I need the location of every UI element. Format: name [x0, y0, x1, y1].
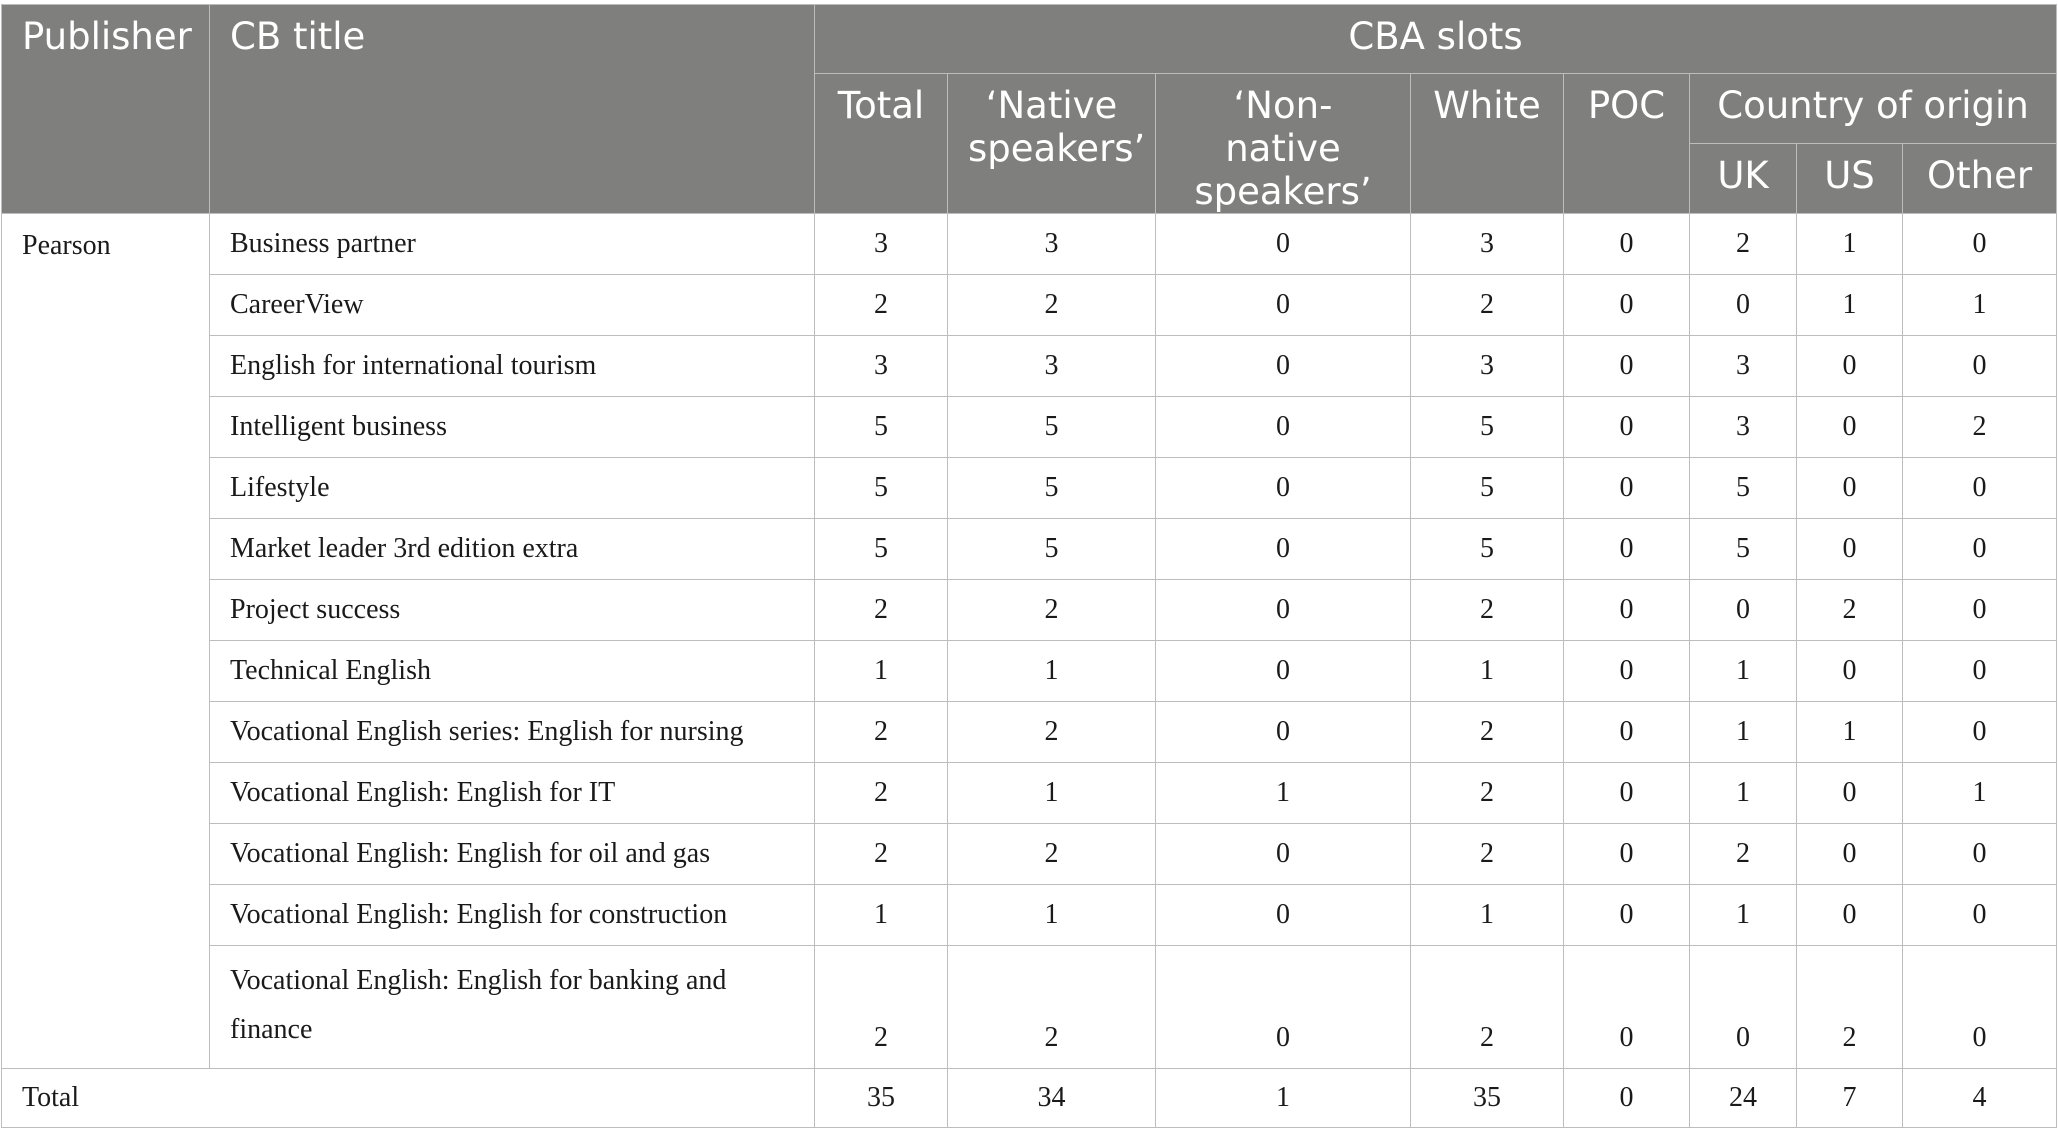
us-cell: 1 [1797, 702, 1903, 763]
table-row [2, 397, 2057, 458]
total-total-cell: 35 [815, 1069, 948, 1128]
header-total: Total [815, 74, 948, 214]
header-uk: UK [1690, 144, 1797, 214]
uk-cell: 0 [1690, 946, 1797, 1069]
header-white: White [1411, 74, 1564, 214]
us-cell: 0 [1797, 458, 1903, 519]
non-native-cell: 0 [1156, 641, 1411, 702]
header-cb-title: CB title [210, 5, 815, 214]
other-cell: 0 [1903, 580, 2057, 641]
table-row [2, 885, 2057, 946]
other-cell: 0 [1903, 885, 2057, 946]
totals-row [2, 1069, 2057, 1128]
native-cell: 2 [948, 702, 1156, 763]
native-cell: 1 [948, 763, 1156, 824]
white-cell: 5 [1411, 397, 1564, 458]
total-cell: 1 [815, 641, 948, 702]
non-native-cell: 0 [1156, 397, 1411, 458]
us-cell: 0 [1797, 336, 1903, 397]
white-cell: 1 [1411, 641, 1564, 702]
white-cell: 1 [1411, 885, 1564, 946]
table-row [2, 824, 2057, 885]
us-cell: 1 [1797, 275, 1903, 336]
table-row [2, 702, 2057, 763]
total-us-cell: 7 [1797, 1069, 1903, 1128]
cb-title-cell: CareerView [210, 275, 815, 336]
cb-title-cell: Vocational English: English for banking and finance [210, 946, 815, 1069]
uk-cell: 0 [1690, 580, 1797, 641]
poc-cell: 0 [1564, 580, 1690, 641]
table-row [2, 519, 2057, 580]
other-cell: 0 [1903, 946, 2057, 1069]
cb-title-cell: Business partner [210, 214, 815, 275]
non-native-cell: 0 [1156, 336, 1411, 397]
white-cell: 5 [1411, 458, 1564, 519]
us-cell: 2 [1797, 580, 1903, 641]
total-cell: 3 [815, 214, 948, 275]
other-cell: 0 [1903, 824, 2057, 885]
native-cell: 2 [948, 580, 1156, 641]
poc-cell: 0 [1564, 885, 1690, 946]
poc-cell: 0 [1564, 214, 1690, 275]
non-native-cell: 1 [1156, 763, 1411, 824]
native-cell: 2 [948, 275, 1156, 336]
uk-cell: 5 [1690, 458, 1797, 519]
non-native-cell: 0 [1156, 275, 1411, 336]
poc-cell: 0 [1564, 397, 1690, 458]
non-native-cell: 0 [1156, 702, 1411, 763]
uk-cell: 1 [1690, 702, 1797, 763]
total-cell: 5 [815, 397, 948, 458]
header-other: Other [1903, 144, 2057, 214]
total-uk-cell: 24 [1690, 1069, 1797, 1128]
white-cell: 3 [1411, 214, 1564, 275]
header-publisher: Publisher [2, 5, 210, 214]
total-poc-cell: 0 [1564, 1069, 1690, 1128]
uk-cell: 1 [1690, 885, 1797, 946]
total-cell: 2 [815, 946, 948, 1069]
native-cell: 5 [948, 458, 1156, 519]
cb-title-cell: Market leader 3rd edition extra [210, 519, 815, 580]
cb-title-cell: English for international tourism [210, 336, 815, 397]
cb-title-cell: Vocational English series: English for nursing [210, 702, 815, 763]
other-cell: 0 [1903, 519, 2057, 580]
cb-title-cell: Intelligent business [210, 397, 815, 458]
poc-cell: 0 [1564, 763, 1690, 824]
us-cell: 0 [1797, 763, 1903, 824]
cb-title-cell: Vocational English: English for IT [210, 763, 815, 824]
poc-cell: 0 [1564, 275, 1690, 336]
poc-cell: 0 [1564, 336, 1690, 397]
white-cell: 2 [1411, 946, 1564, 1069]
cb-title-cell: Project success [210, 580, 815, 641]
total-cell: 3 [815, 336, 948, 397]
white-cell: 2 [1411, 702, 1564, 763]
us-cell: 0 [1797, 885, 1903, 946]
total-cell: 5 [815, 519, 948, 580]
us-cell: 0 [1797, 519, 1903, 580]
header-cba-slots: CBA slots [815, 5, 2057, 74]
other-cell: 1 [1903, 275, 2057, 336]
cb-title-cell: Vocational English: English for oil and gas [210, 824, 815, 885]
other-cell: 0 [1903, 336, 2057, 397]
us-cell: 1 [1797, 214, 1903, 275]
table-body [2, 214, 2057, 1128]
uk-cell: 2 [1690, 824, 1797, 885]
other-cell: 0 [1903, 458, 2057, 519]
native-cell: 1 [948, 641, 1156, 702]
us-cell: 0 [1797, 641, 1903, 702]
poc-cell: 0 [1564, 946, 1690, 1069]
cb-title-cell: Technical English [210, 641, 815, 702]
white-cell: 2 [1411, 763, 1564, 824]
total-cell: 2 [815, 763, 948, 824]
uk-cell: 3 [1690, 397, 1797, 458]
non-native-cell: 0 [1156, 946, 1411, 1069]
non-native-cell: 0 [1156, 458, 1411, 519]
cb-title-cell: Lifestyle [210, 458, 815, 519]
non-native-cell: 0 [1156, 580, 1411, 641]
uk-cell: 1 [1690, 641, 1797, 702]
native-cell: 3 [948, 214, 1156, 275]
us-cell: 0 [1797, 824, 1903, 885]
poc-cell: 0 [1564, 458, 1690, 519]
uk-cell: 2 [1690, 214, 1797, 275]
total-cell: 2 [815, 275, 948, 336]
native-cell: 5 [948, 397, 1156, 458]
cba-slots-table [1, 4, 2057, 1128]
table-row [2, 458, 2057, 519]
table-row [2, 275, 2057, 336]
white-cell: 5 [1411, 519, 1564, 580]
other-cell: 0 [1903, 641, 2057, 702]
table-row [2, 946, 2057, 1069]
us-cell: 2 [1797, 946, 1903, 1069]
other-cell: 0 [1903, 702, 2057, 763]
white-cell: 2 [1411, 580, 1564, 641]
table-row [2, 763, 2057, 824]
total-cell: 2 [815, 702, 948, 763]
white-cell: 3 [1411, 336, 1564, 397]
other-cell: 2 [1903, 397, 2057, 458]
table-row [2, 580, 2057, 641]
header-country-of-origin: Country of origin [1690, 74, 2057, 144]
header-non-native-speakers: ‘Non-native speakers’ [1156, 74, 1411, 214]
uk-cell: 0 [1690, 275, 1797, 336]
us-cell: 0 [1797, 397, 1903, 458]
table-row [2, 641, 2057, 702]
native-cell: 3 [948, 336, 1156, 397]
native-cell: 2 [948, 946, 1156, 1069]
non-native-cell: 0 [1156, 885, 1411, 946]
total-non-native-cell: 1 [1156, 1069, 1411, 1128]
poc-cell: 0 [1564, 702, 1690, 763]
header-poc: POC [1564, 74, 1690, 214]
publisher-cell: Pearson [2, 214, 210, 1069]
total-white-cell: 35 [1411, 1069, 1564, 1128]
white-cell: 2 [1411, 275, 1564, 336]
native-cell: 5 [948, 519, 1156, 580]
non-native-cell: 0 [1156, 214, 1411, 275]
uk-cell: 5 [1690, 519, 1797, 580]
poc-cell: 0 [1564, 519, 1690, 580]
table-row [2, 336, 2057, 397]
header-native-speakers: ‘Native speakers’ [948, 74, 1156, 214]
other-cell: 1 [1903, 763, 2057, 824]
totals-label: Total [2, 1069, 815, 1128]
table-row [2, 214, 2057, 275]
poc-cell: 0 [1564, 641, 1690, 702]
non-native-cell: 0 [1156, 824, 1411, 885]
total-cell: 5 [815, 458, 948, 519]
uk-cell: 3 [1690, 336, 1797, 397]
total-cell: 2 [815, 824, 948, 885]
cb-title-cell: Vocational English: English for construction [210, 885, 815, 946]
header-us: US [1797, 144, 1903, 214]
uk-cell: 1 [1690, 763, 1797, 824]
native-cell: 1 [948, 885, 1156, 946]
total-other-cell: 4 [1903, 1069, 2057, 1128]
native-cell: 2 [948, 824, 1156, 885]
non-native-cell: 0 [1156, 519, 1411, 580]
other-cell: 0 [1903, 214, 2057, 275]
total-cell: 1 [815, 885, 948, 946]
white-cell: 2 [1411, 824, 1564, 885]
total-cell: 2 [815, 580, 948, 641]
poc-cell: 0 [1564, 824, 1690, 885]
total-native-cell: 34 [948, 1069, 1156, 1128]
